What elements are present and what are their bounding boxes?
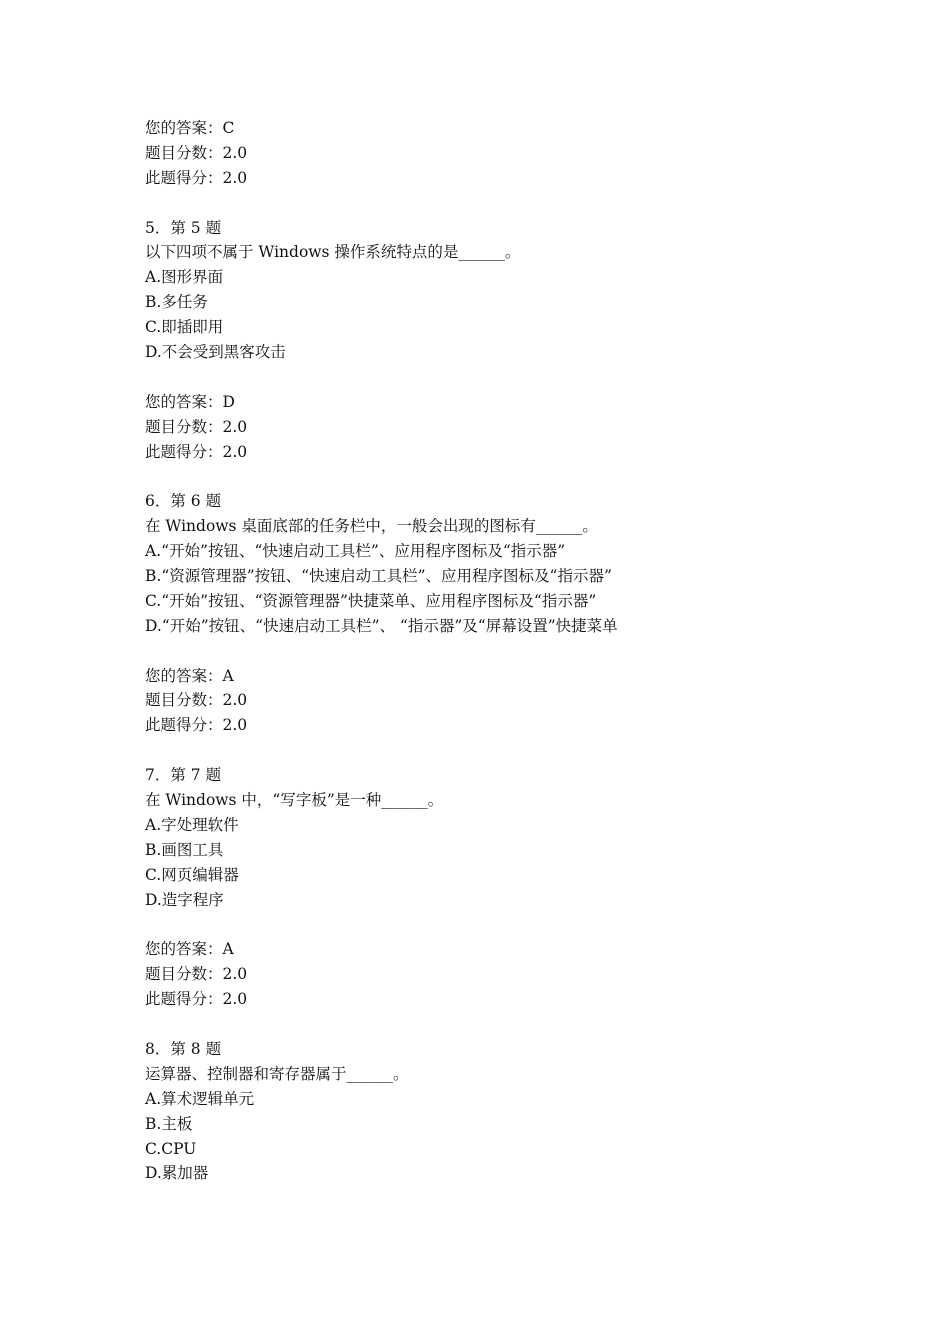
option-a: A.“开始”按钮、“快速启动工具栏”、应用程序图标及“指示器” — [145, 542, 566, 561]
question-stem: 运算器、控制器和寄存器属于______。 — [145, 1064, 409, 1083]
option-d: D.累加器 — [145, 1164, 209, 1183]
document-page — [145, 116, 905, 1186]
question-score: 题目分数：2.0 — [145, 965, 248, 984]
option-c: C.CPU — [145, 1139, 197, 1158]
question-score: 题目分数：2.0 — [145, 417, 248, 436]
option-b: B.主板 — [145, 1114, 193, 1133]
question-8 — [145, 1037, 905, 1186]
earned-score: 此题得分：2.0 — [145, 716, 248, 735]
question-6 — [145, 489, 905, 738]
question-stem: 以下四项不属于 Windows 操作系统特点的是______。 — [145, 243, 521, 262]
question-score: 题目分数：2.0 — [145, 691, 248, 710]
option-a: A.字处理软件 — [145, 815, 239, 834]
question-heading: 8．第 8 题 — [145, 1039, 222, 1058]
option-c: C.网页编辑器 — [145, 865, 239, 884]
your-answer: 您的答案：A — [145, 940, 234, 959]
option-d: D.造字程序 — [145, 890, 224, 909]
option-b: B.多任务 — [145, 293, 208, 312]
your-answer: 您的答案：C — [145, 119, 235, 137]
option-c: C.“开始”按钮、“资源管理器”快捷菜单、应用程序图标及“指示器” — [145, 591, 597, 610]
option-c: C.即插即用 — [145, 318, 224, 337]
question-heading: 5．第 5 题 — [145, 218, 222, 237]
your-answer: 您的答案：D — [145, 392, 235, 411]
question-5 — [145, 216, 905, 465]
option-b: B.画图工具 — [145, 840, 224, 859]
earned-score: 此题得分：2.0 — [145, 168, 248, 187]
question-heading: 7．第 7 题 — [145, 766, 222, 785]
question-7 — [145, 763, 905, 1012]
option-d: D.“开始”按钮、“快速启动工具栏”、 “指示器”及“屏幕设置”快捷菜单 — [145, 616, 618, 635]
option-d: D.不会受到黑客攻击 — [145, 343, 286, 362]
question-heading: 6．第 6 题 — [145, 492, 222, 511]
previous-result — [145, 116, 905, 191]
question-stem: 在 Windows 中，“写字板”是一种______。 — [145, 791, 444, 810]
earned-score: 此题得分：2.0 — [145, 442, 248, 461]
option-a: A.算术逻辑单元 — [145, 1089, 255, 1108]
option-a: A.图形界面 — [145, 268, 224, 287]
earned-score: 此题得分：2.0 — [145, 990, 248, 1009]
question-stem: 在 Windows 桌面底部的任务栏中，一般会出现的图标有______。 — [145, 517, 598, 536]
question-score: 题目分数：2.0 — [145, 143, 248, 162]
your-answer: 您的答案：A — [145, 666, 234, 685]
option-b: B.“资源管理器”按钮、“快速启动工具栏”、应用程序图标及“指示器” — [145, 567, 612, 586]
